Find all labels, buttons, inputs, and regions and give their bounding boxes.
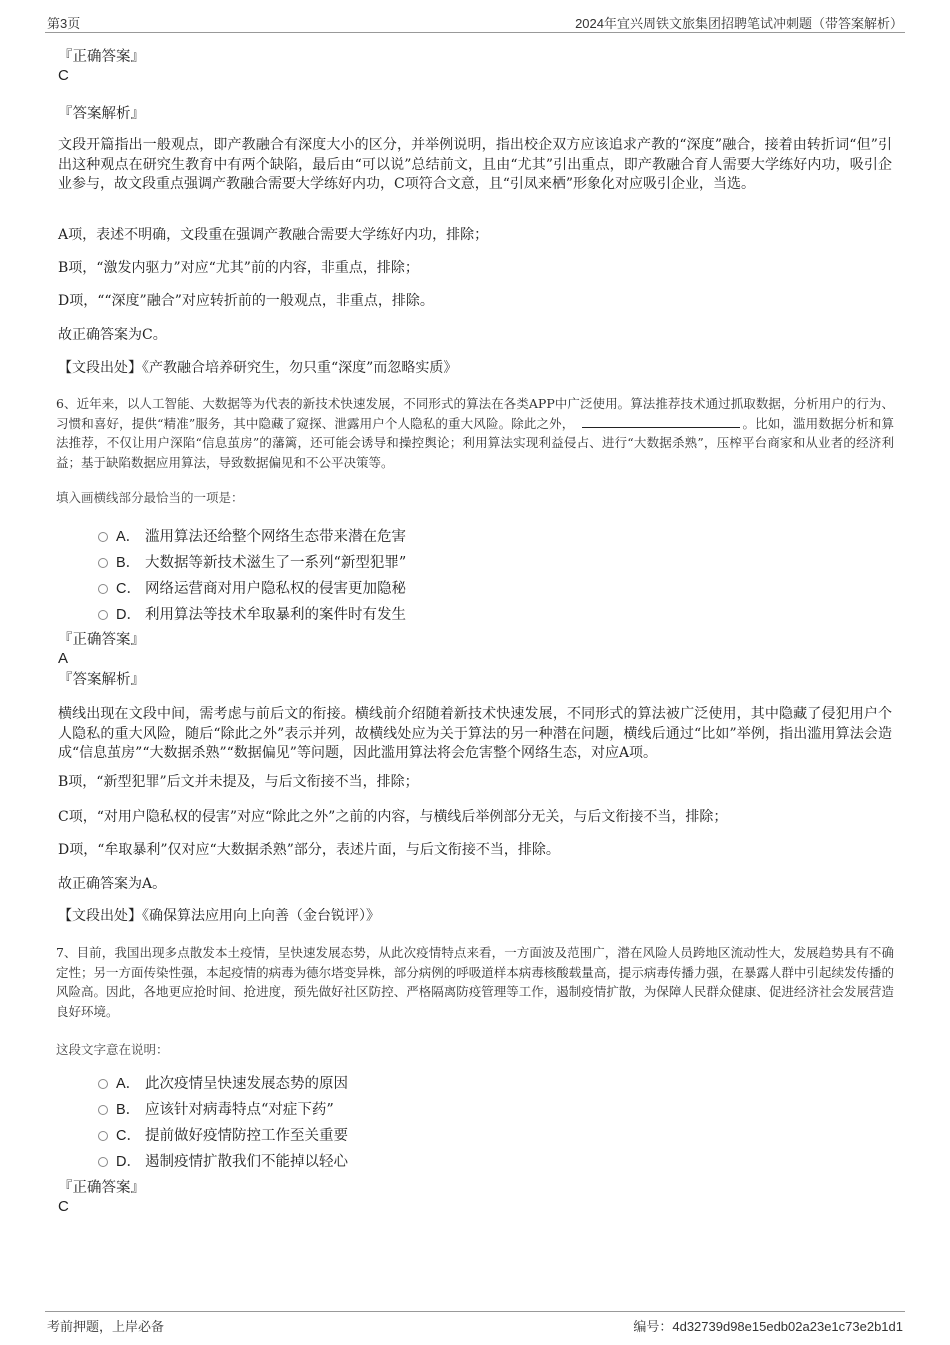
radio-button-icon[interactable] [98,1079,108,1089]
q5-analysis: 文段开篇指出一般观点，即产教融合有深度大小的区分，并举例说明，指出校企双方应该追求产教的“深度”融合，接着由转折词“但”引出这种观点在研究生教育中有两个缺陷，最后由“可以说”总结前文，且由“尤其”引出重点，即产教融合育人需要大学练好内功，吸引企业参与，故文段重点强调产教融合需要大学练好内功，C项符合文意，且“引凤来栖”形象化对应吸引企业，当选。 [58,137,892,192]
q6-conclusion: 故正确答案为A。 [58,876,167,892]
q6-analysis: 横线出现在文段中间，需考虑与前后文的衔接。横线前介绍随着新技术快速发展，不同形式的算法被广泛使用，其中隐藏了侵犯用户个人隐私的重大风险，随后“除此之外”表示并列，故横线处应为关于算法的另一种潜在问题，横线后通过“比如”举例，指出滥用算法会造成“信息茧房”“大数据杀熟”“数据偏见”等问题，因此滥用算法将会危害整个网络生态，对应A项。 [58,706,892,761]
q5-option-b-analysis: B项，“激发内驱力”对应“尤其”前的内容，非重点，排除； [58,260,419,276]
q5-analysis-label: 『答案解析』 [58,106,145,122]
q6-source: 【文段出处】《确保算法应用向上向善（金台锐评）》 [58,908,380,924]
radio-button-icon[interactable] [98,584,108,594]
page-number: 第3页 [47,16,81,31]
document-title: 2024年宜兴周铁文旅集团招聘笔试冲刺题（带答案解析） [575,16,903,31]
q6-stem-before: 6、近年来，以人工智能、大数据等为代表的新技术快速发展，不同形式的算法在各类APP中广泛使用。算法推荐技术通过抓取数据，分析用户的行为、习惯和喜好，提供“精准”服务，其中隐藏了窥探、泄露用户个人隐私的重大风险。除此之外， [56,396,894,431]
q6-blank-line [582,415,740,428]
q6-analysis-label: 『答案解析』 [58,672,145,688]
q6-stem [56,394,894,472]
q6-option-d-analysis: D项，“牟取暴利”仅对应“大数据杀熟”部分，表述片面，与后文衔接不当，排除。 [58,842,560,858]
q6-stem-after: 。比如，滥用数据分析和算法推荐，不仅让用户深陷“信息茧房”的藩篱，还可能会诱导和操控舆论；利用算法实现利益侵占、进行“大数据杀熟”，压榨平台商家和从业者的经济利益；基于缺陷数据应用算法，导致数据偏见和不公平决策等。 [56,415,894,470]
radio-button-icon[interactable] [98,532,108,542]
q5-option-d-analysis: D项，““深度”融合”对应转折前的一般观点，非重点，排除。 [58,293,434,309]
page-header [45,10,905,33]
radio-button-icon[interactable] [98,1157,108,1167]
q7-stem: 7、目前，我国出现多点散发本土疫情，呈快速发展态势，从此次疫情特点来看，一方面波及范围广，潜在风险人员跨地区流动性大，发展趋势具有不确定性；另一方面传染性强，本起疫情的病毒为德尔塔变异株，部分病例的呼吸道样本病毒核酸载量高，提示病毒传播力强，在暴露人群中引起续发传播的风险高。因此，各地更应抢时间、抢进度，预先做好社区防控、严格隔离防疫管理等工作，遏制疫情扩散，为保障人民群众健康、促进经济社会发展营造良好环境。 [56,945,894,1019]
q6-answer-label: 『正确答案』 [58,632,145,648]
q6-option-b-analysis: B项，“新型犯罪”后文并未提及，与后文衔接不当，排除； [58,774,419,790]
radio-button-icon[interactable] [98,558,108,568]
q7-answer: C [58,1198,69,1215]
footer-slogan: 考前押题，上岸必备 [47,1319,165,1334]
q6-option-c-analysis: C项，“对用户隐私权的侵害”对应“除此之外”之前的内容，与横线后举例部分无关，与后文衔接不当，排除； [58,809,728,825]
radio-button-icon[interactable] [98,1131,108,1141]
radio-button-icon[interactable] [98,610,108,620]
q5-conclusion: 故正确答案为C。 [58,327,167,343]
page-footer [45,1311,905,1334]
q5-answer-label: 『正确答案』 [58,49,145,65]
document-serial: 编号：4d32739d98e15edb02a23e1c73e2b1d1 [633,1319,903,1334]
q7-answer-label: 『正确答案』 [58,1180,145,1196]
q5-option-a-analysis: A项，表述不明确，文段重在强调产教融合需要大学练好内功，排除； [58,227,489,243]
q5-answer: C [58,67,69,84]
q6-question: 填入画横线部分最恰当的一项是： [56,490,244,505]
q6-answer: A [58,650,69,667]
q5-source: 【文段出处】《产教融合培养研究生，勿只重“深度”而忽略实质》 [58,360,458,376]
q7-question: 这段文字意在说明： [56,1042,169,1057]
radio-button-icon[interactable] [98,1105,108,1115]
